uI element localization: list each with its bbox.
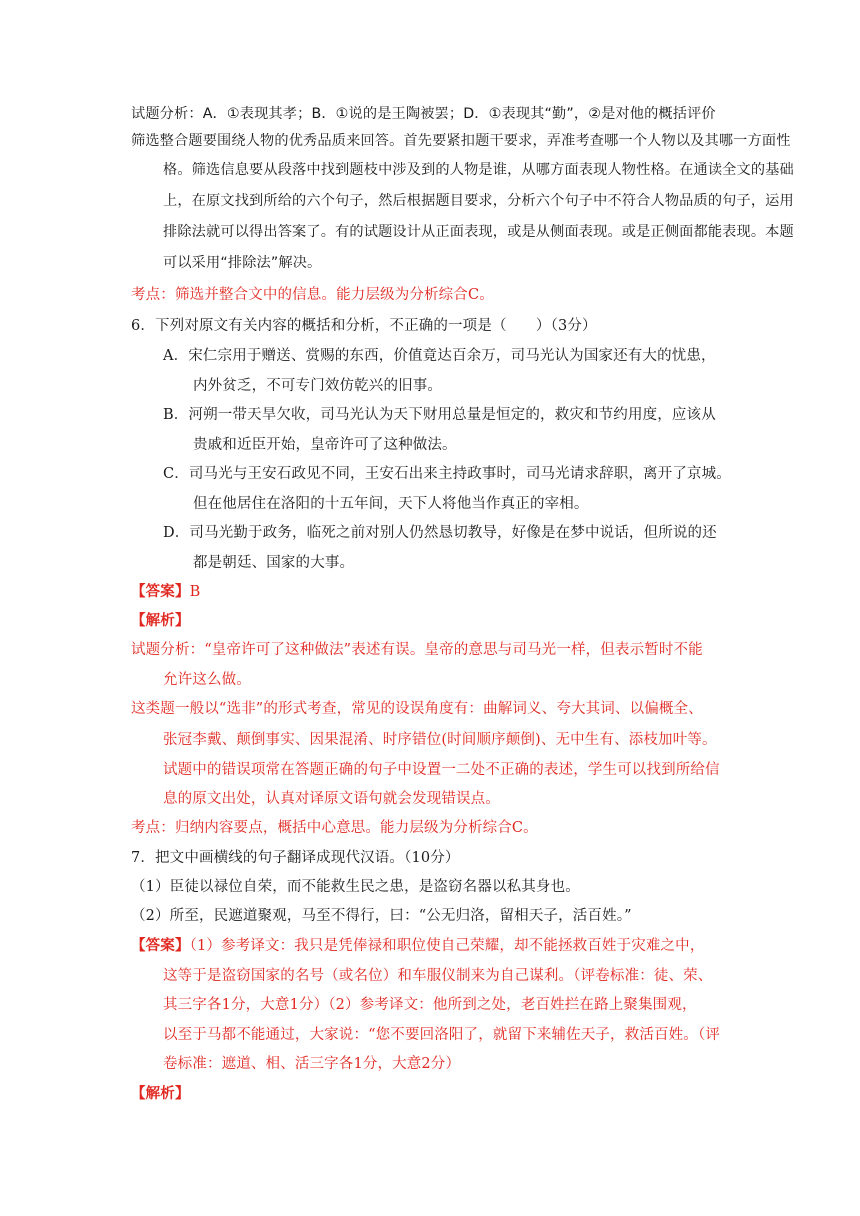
q7-answer-line-3: 其三字各1分，大意1分）（2）参考译文：他所到之处，老百姓拦在路上聚集围观， [163,997,697,1013]
q6-analysis-line-2: 允许这么做。 [163,672,251,688]
q7-answer-line-4: 以至于马都不能通过，大家说：“您不要回洛阳了，就留下来辅佐天子，救活百姓。（评 [163,1027,721,1043]
q6-option-b-line-1: B．河朔一带天旱欠收，司马光认为天下财用总量是恒定的，救灾和节约用度，应该从 [163,407,716,423]
q7-sentence-1: （1）臣徒以禄位自荣，而不能救生民之患，是盗窃名器以私其身也。 [131,879,580,895]
q7-answer-label: 【答案】 [131,937,190,954]
q6-analysis-line-5: 试题中的错误项常在答题正确的句子中设置一二处不正确的表述，学生可以找到所给信 [163,762,720,778]
q6-jiexi-label: 【解析】 [131,612,190,629]
q7-sentence-2: （2）所至，民遮道聚观，马至不得行，曰：“公无归洛，留相天子，活百姓。” [131,908,632,924]
prev-analysis-line-4: 上，在原文找到所给的六个句子，然后根据题目要求，分析六个句子中不符合人物品质的句子，运用 [163,193,794,209]
prev-analysis-line-2: 筛选整合题要围绕人物的优秀品质来回答。首先要紧扣题干要求，弄准考查哪一个人物以及其哪一方面性 [131,133,791,149]
q7-jiexi-label: 【解析】 [131,1085,190,1102]
q6-analysis-line-1: 试题分析：“皇帝许可了这种做法”表述有误。皇帝的意思与司马光一样，但表示暂时不能 [131,642,703,658]
q6-answer [131,582,200,602]
q6-option-a-line-2: 内外贫乏，不可专门效仿乾兴的旧事。 [193,378,443,394]
q6-analysis-line-4: 张冠李戴、颠倒事实、因果混淆、时序错位(时间顺序颠倒)、无中生有、添枝加叶等。 [163,732,717,748]
q6-stem: 6．下列对原文有关内容的概括和分析，不正确的一项是（ ）（3分） [131,318,597,334]
q7-answer-line-2: 这等于是盗窃国家的名号（或名位）和车服仪制来为自己谋利。（评卷标准：徒、荣、 [163,968,713,984]
q6-option-d-line-1: D．司马光勤于政务，临死之前对别人仍然恳切教导，好像是在梦中说话，但所说的还 [163,525,717,541]
q6-option-d-line-2: 都是朝廷、国家的大事。 [193,555,355,571]
q7-stem: 7．把文中画横线的句子翻译成现代汉语。（10分） [131,850,460,866]
q6-analysis-line-3: 这类题一般以“选非”的形式考查，常见的设误角度有：曲解词义、夸大其词、以偏概全、 [131,701,703,717]
q6-option-b-line-2: 贵戚和近臣开始，皇帝许可了这种做法。 [193,437,457,453]
prev-analysis-line-3: 格。筛选信息要从段落中找到题枝中涉及到的人物是谁，从哪方面表现人物性格。在通读全文的基础 [163,162,794,178]
q6-answer-value: B [189,584,201,600]
kaodian-q6: 考点：归纳内容要点，概括中心意思。能力层级为分析综合C。 [131,820,538,836]
kaodian-q5: 考点：筛选并整合文中的信息。能力层级为分析综合C。 [131,287,494,303]
q6-option-a-line-1: A．宋仁宗用于赠送、赏赐的东西，价值竟达百余万，司马光认为国家还有大的忧患， [163,348,716,364]
q7-answer-line-5: 卷标准：遮道、相、活三字各1分，大意2分） [163,1056,461,1072]
q7-answer-line-1 [131,936,704,956]
q6-answer-label: 【答案】 [131,583,190,600]
q6-option-c-line-1: C．司马光与王安石政见不同，王安石出来主持政事时，司马光请求辞职，离开了京城。 [163,466,731,482]
prev-analysis-line-5: 排除法就可以得出答案了。有的试题设计从正面表现，或是从侧面表现。或是正侧面都能表现。本题 [163,224,794,240]
q7-answer-text-1: （1）参考译文：我只是凭俸禄和职位使自己荣耀，却不能拯救百姓于灾难之中， [189,938,705,954]
q6-analysis-line-6: 息的原文出处，认真对译原文语句就会发现错误点。 [163,791,500,807]
prev-analysis-line-6: 可以采用“排除法”解决。 [163,255,322,271]
prev-analysis-line-1: 试题分析：A．①表现其孝；B．①说的是王陶被罢；D．①表现其“勤”，②是对他的概括评价 [131,106,716,122]
q6-option-c-line-2: 但在他居住在洛阳的十五年间，天下人将他当作真正的宰相。 [193,496,589,512]
